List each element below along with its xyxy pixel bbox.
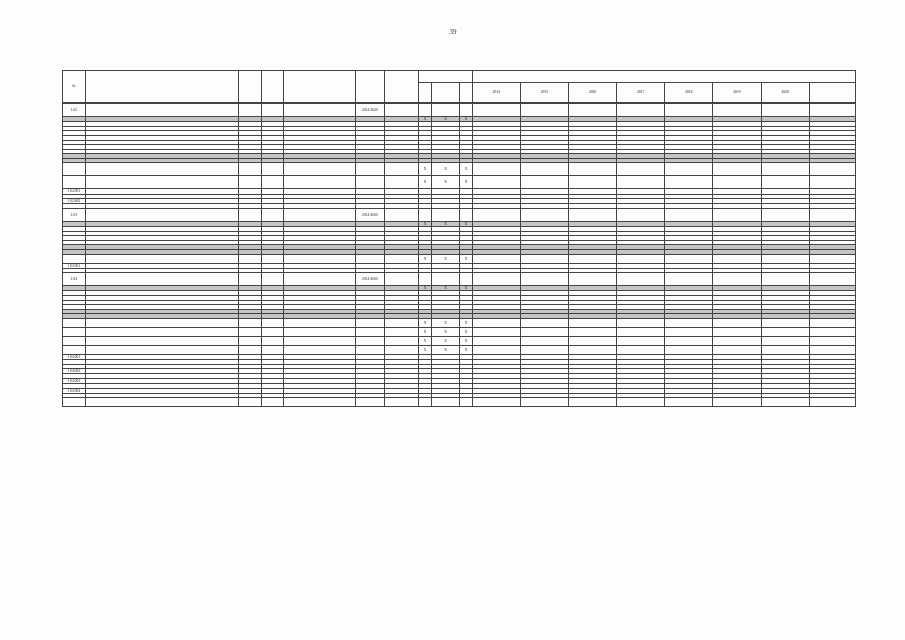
row-value-cell xyxy=(617,337,665,346)
row-value-cell xyxy=(520,328,568,337)
table-row xyxy=(63,337,856,346)
row-code-cell xyxy=(431,104,460,117)
budget-program-table xyxy=(62,70,856,407)
row-name-cell xyxy=(85,104,239,117)
row-name-cell xyxy=(85,328,239,337)
row-term-cell xyxy=(355,176,384,189)
row-code-cell xyxy=(431,273,460,286)
row-method-cell xyxy=(284,208,356,221)
row-value-cell xyxy=(665,104,713,117)
row-executor-cell xyxy=(384,254,419,263)
row-value-cell xyxy=(665,208,713,221)
row-number-cell xyxy=(63,319,86,328)
row-code-cell: X xyxy=(419,176,431,189)
row-value-cell xyxy=(617,346,665,355)
row-value-cell xyxy=(665,176,713,189)
row-code-cell: X xyxy=(431,319,460,328)
row-executor-cell xyxy=(384,176,419,189)
row-method-cell xyxy=(284,319,356,328)
row-value-cell xyxy=(472,346,520,355)
row-code-cell: X xyxy=(460,346,472,355)
row-coefficient-cell xyxy=(261,254,284,263)
row-unit-cell xyxy=(239,163,262,176)
row-coefficient-cell xyxy=(261,163,284,176)
row-number-cell: 1.02.001 xyxy=(63,189,86,194)
row-value-cell xyxy=(713,337,761,346)
row-code-cell: X xyxy=(419,163,431,176)
row-value-cell xyxy=(568,398,616,407)
header-term xyxy=(355,71,384,103)
row-value-cell xyxy=(713,208,761,221)
row-code-cell: X xyxy=(431,254,460,263)
row-value-cell xyxy=(472,163,520,176)
row-value-cell xyxy=(665,398,713,407)
row-value-cell xyxy=(520,176,568,189)
row-value-cell xyxy=(761,104,809,117)
row-coefficient-cell xyxy=(261,104,284,117)
row-value-cell xyxy=(665,319,713,328)
row-code-cell xyxy=(431,208,460,221)
row-code-cell: X xyxy=(460,221,472,226)
row-executor-cell xyxy=(384,337,419,346)
row-code-cell: X xyxy=(419,319,431,328)
row-value-cell xyxy=(665,273,713,286)
row-executor-cell xyxy=(384,346,419,355)
row-term-cell xyxy=(355,254,384,263)
row-code-cell: X xyxy=(419,117,431,122)
row-value-cell xyxy=(472,104,520,117)
row-method-cell xyxy=(284,163,356,176)
table-row xyxy=(63,398,856,407)
table-row xyxy=(63,176,856,189)
row-value-cell xyxy=(809,398,855,407)
row-value-cell xyxy=(568,254,616,263)
row-code-cell: X xyxy=(460,337,472,346)
row-executor-cell xyxy=(384,273,419,286)
row-method-cell xyxy=(284,328,356,337)
row-value-cell xyxy=(617,176,665,189)
row-number-cell: 1.02 xyxy=(63,104,86,117)
row-value-cell xyxy=(809,254,855,263)
header-executor xyxy=(384,71,419,103)
row-executor-cell xyxy=(384,163,419,176)
row-value-cell xyxy=(617,328,665,337)
row-name-cell xyxy=(85,176,239,189)
row-value-cell xyxy=(520,337,568,346)
row-code-cell: X xyxy=(419,346,431,355)
row-value-cell xyxy=(568,104,616,117)
row-number-cell: 1.03.001 xyxy=(63,263,86,268)
row-number-cell xyxy=(63,398,86,407)
row-value-cell xyxy=(617,273,665,286)
row-number-cell xyxy=(63,163,86,176)
row-value-cell xyxy=(809,208,855,221)
row-value-cell xyxy=(761,319,809,328)
row-number-cell: 1.04.001 xyxy=(63,355,86,360)
row-value-cell xyxy=(761,337,809,346)
row-unit-cell xyxy=(239,337,262,346)
row-code-cell: X xyxy=(419,337,431,346)
table-row xyxy=(63,254,856,263)
row-unit-cell xyxy=(239,104,262,117)
row-value-cell xyxy=(520,273,568,286)
row-code-cell xyxy=(419,273,431,286)
row-value-cell xyxy=(809,319,855,328)
row-method-cell xyxy=(284,346,356,355)
row-method-cell xyxy=(284,337,356,346)
row-method-cell xyxy=(284,273,356,286)
row-number-cell: 1.04.003 xyxy=(63,379,86,384)
header-budget-codes xyxy=(419,71,472,83)
row-code-cell xyxy=(419,104,431,117)
row-value-cell xyxy=(617,319,665,328)
row-name-cell xyxy=(85,346,239,355)
row-coefficient-cell xyxy=(261,337,284,346)
row-code-cell xyxy=(460,273,472,286)
row-method-cell xyxy=(284,176,356,189)
header-year: 2018 xyxy=(665,83,713,103)
row-value-cell xyxy=(713,328,761,337)
row-value-cell xyxy=(617,208,665,221)
row-value-cell xyxy=(568,319,616,328)
row-term-cell xyxy=(355,337,384,346)
row-number-cell xyxy=(63,346,86,355)
row-code-cell xyxy=(460,208,472,221)
row-value-cell xyxy=(472,254,520,263)
table-body xyxy=(63,104,856,407)
table-row xyxy=(63,328,856,337)
row-number-cell xyxy=(63,328,86,337)
table-row xyxy=(63,104,856,117)
header-code-sub xyxy=(431,83,460,103)
row-term-cell xyxy=(355,346,384,355)
row-value-cell xyxy=(472,398,520,407)
row-value-cell xyxy=(520,319,568,328)
row-value-cell xyxy=(568,208,616,221)
header-year: 2020 xyxy=(761,83,809,103)
row-unit-cell xyxy=(239,176,262,189)
header-number: № xyxy=(63,71,86,103)
header-code-sub xyxy=(460,83,472,103)
row-term-cell xyxy=(355,328,384,337)
row-unit-cell xyxy=(239,328,262,337)
row-name-cell xyxy=(85,319,239,328)
header-name xyxy=(85,71,239,103)
row-value-cell xyxy=(809,328,855,337)
row-name-cell xyxy=(85,208,239,221)
row-number-cell: 1.03 xyxy=(63,208,86,221)
row-method-cell xyxy=(284,254,356,263)
row-coefficient-cell xyxy=(261,328,284,337)
row-code-cell xyxy=(460,104,472,117)
row-executor-cell xyxy=(384,398,419,407)
row-value-cell xyxy=(761,346,809,355)
row-value-cell xyxy=(713,254,761,263)
row-code-cell xyxy=(460,398,472,407)
row-unit-cell xyxy=(239,398,262,407)
row-value-cell xyxy=(472,319,520,328)
row-value-cell xyxy=(617,163,665,176)
header-year xyxy=(809,83,855,103)
row-name-cell xyxy=(85,254,239,263)
row-name-cell xyxy=(85,163,239,176)
header-year: 2016 xyxy=(568,83,616,103)
row-value-cell xyxy=(472,176,520,189)
header-method xyxy=(284,71,356,103)
table-row xyxy=(63,273,856,286)
row-value-cell xyxy=(761,176,809,189)
row-code-cell xyxy=(431,398,460,407)
header-coefficient xyxy=(261,71,284,103)
row-value-cell xyxy=(520,346,568,355)
row-executor-cell xyxy=(384,104,419,117)
page-number: 39 xyxy=(449,28,457,36)
row-code-cell: X xyxy=(431,346,460,355)
row-value-cell xyxy=(520,254,568,263)
row-value-cell xyxy=(761,254,809,263)
row-value-cell xyxy=(761,398,809,407)
row-value-cell xyxy=(665,346,713,355)
row-code-cell: X xyxy=(419,254,431,263)
row-coefficient-cell xyxy=(261,176,284,189)
row-value-cell xyxy=(665,163,713,176)
row-value-cell xyxy=(472,337,520,346)
header-year: 2015 xyxy=(520,83,568,103)
row-code-cell: X xyxy=(431,176,460,189)
row-code-cell: X xyxy=(419,328,431,337)
row-coefficient-cell xyxy=(261,273,284,286)
row-value-cell xyxy=(665,328,713,337)
row-name-cell xyxy=(85,398,239,407)
row-coefficient-cell xyxy=(261,208,284,221)
row-coefficient-cell xyxy=(261,398,284,407)
row-value-cell xyxy=(472,273,520,286)
row-code-cell: X xyxy=(431,221,460,226)
row-value-cell xyxy=(713,176,761,189)
row-value-cell xyxy=(568,163,616,176)
row-code-cell: X xyxy=(431,337,460,346)
row-code-cell: X xyxy=(431,328,460,337)
row-code-cell: X xyxy=(419,286,431,291)
row-term-cell xyxy=(355,163,384,176)
row-code-cell: X xyxy=(431,117,460,122)
row-unit-cell xyxy=(239,254,262,263)
row-number-cell xyxy=(63,254,86,263)
header-unit xyxy=(239,71,262,103)
row-term-cell: 2014-2020 xyxy=(355,273,384,286)
row-value-cell xyxy=(520,104,568,117)
row-unit-cell xyxy=(239,208,262,221)
row-value-cell xyxy=(472,208,520,221)
row-value-cell xyxy=(761,328,809,337)
header-year: 2014 xyxy=(472,83,520,103)
row-value-cell xyxy=(520,163,568,176)
row-term-cell xyxy=(355,319,384,328)
budget-table-wrapper xyxy=(62,70,856,606)
row-value-cell xyxy=(809,104,855,117)
header-code-sub xyxy=(419,83,431,103)
row-value-cell xyxy=(472,328,520,337)
row-code-cell: X xyxy=(460,254,472,263)
row-number-cell: 1.04.002 xyxy=(63,369,86,374)
row-value-cell xyxy=(713,398,761,407)
row-value-cell xyxy=(809,337,855,346)
row-unit-cell xyxy=(239,319,262,328)
row-code-cell: X xyxy=(431,163,460,176)
row-code-cell: X xyxy=(431,286,460,291)
row-value-cell xyxy=(713,346,761,355)
table-header xyxy=(63,71,856,104)
row-method-cell xyxy=(284,398,356,407)
row-value-cell xyxy=(665,254,713,263)
row-value-cell xyxy=(617,254,665,263)
row-executor-cell xyxy=(384,319,419,328)
row-value-cell xyxy=(809,163,855,176)
row-value-cell xyxy=(809,273,855,286)
table-row xyxy=(63,346,856,355)
row-value-cell xyxy=(617,104,665,117)
row-value-cell xyxy=(713,104,761,117)
row-value-cell xyxy=(761,163,809,176)
header-values-by-year xyxy=(472,71,855,83)
row-name-cell xyxy=(85,337,239,346)
row-code-cell: X xyxy=(460,176,472,189)
header-year: 2017 xyxy=(617,83,665,103)
row-value-cell xyxy=(713,273,761,286)
row-value-cell xyxy=(809,346,855,355)
row-term-cell: 2014-2020 xyxy=(355,104,384,117)
row-value-cell xyxy=(617,398,665,407)
row-code-cell: X xyxy=(460,328,472,337)
row-value-cell xyxy=(568,273,616,286)
row-unit-cell xyxy=(239,273,262,286)
row-term-cell: 2014-2020 xyxy=(355,208,384,221)
row-coefficient-cell xyxy=(261,319,284,328)
row-unit-cell xyxy=(239,346,262,355)
row-number-cell: 1.02.002 xyxy=(63,199,86,204)
row-number-cell xyxy=(63,176,86,189)
row-number-cell: 1.04.004 xyxy=(63,388,86,393)
header-year: 2019 xyxy=(713,83,761,103)
row-code-cell: X xyxy=(460,163,472,176)
row-number-cell: 1.04 xyxy=(63,273,86,286)
row-term-cell xyxy=(355,398,384,407)
row-value-cell xyxy=(665,337,713,346)
table-row xyxy=(63,319,856,328)
row-code-cell: X xyxy=(460,319,472,328)
table-row xyxy=(63,163,856,176)
row-code-cell xyxy=(419,208,431,221)
row-value-cell xyxy=(568,176,616,189)
row-name-cell xyxy=(85,273,239,286)
row-code-cell xyxy=(419,398,431,407)
row-value-cell xyxy=(713,163,761,176)
table-row xyxy=(63,208,856,221)
row-code-cell: X xyxy=(419,221,431,226)
row-code-cell: X xyxy=(460,286,472,291)
row-value-cell xyxy=(520,398,568,407)
row-value-cell xyxy=(568,337,616,346)
row-value-cell xyxy=(761,273,809,286)
row-value-cell xyxy=(713,319,761,328)
row-value-cell xyxy=(809,176,855,189)
row-value-cell xyxy=(520,208,568,221)
row-method-cell xyxy=(284,104,356,117)
row-executor-cell xyxy=(384,208,419,221)
row-executor-cell xyxy=(384,328,419,337)
row-value-cell xyxy=(761,208,809,221)
row-value-cell xyxy=(568,328,616,337)
row-value-cell xyxy=(568,346,616,355)
row-coefficient-cell xyxy=(261,346,284,355)
row-number-cell xyxy=(63,337,86,346)
row-code-cell: X xyxy=(460,117,472,122)
